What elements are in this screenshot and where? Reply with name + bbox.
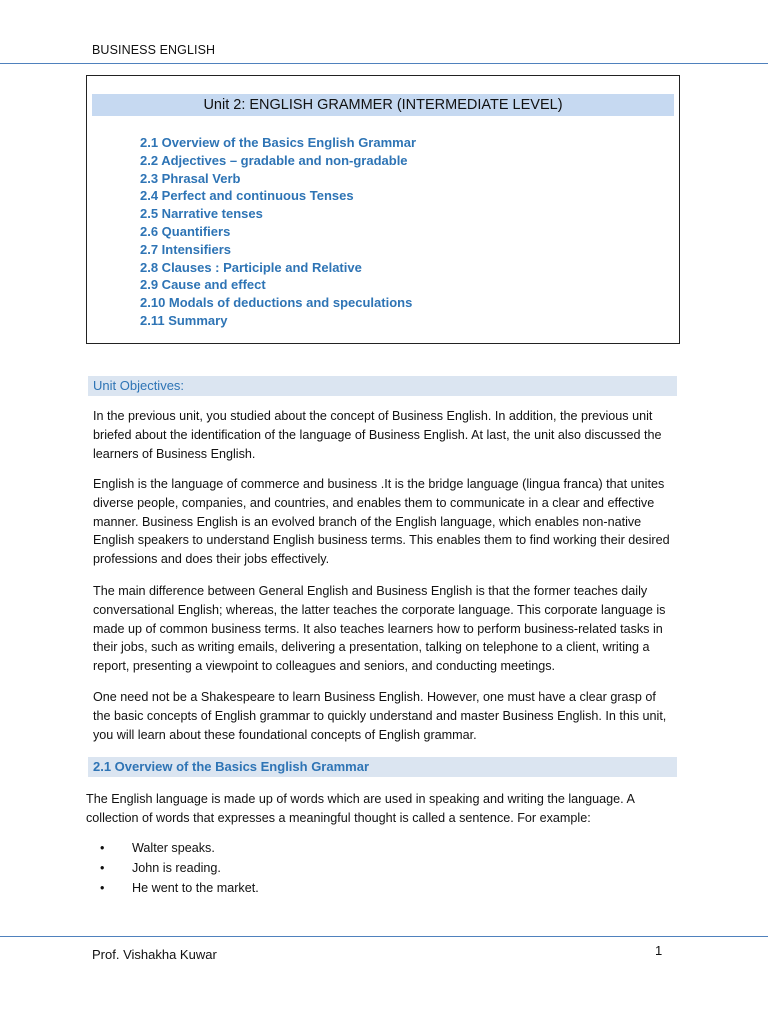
header-divider	[0, 63, 768, 64]
toc-item: 2.8 Clauses : Participle and Relative	[140, 259, 362, 275]
toc-item: 2.6 Quantifiers	[140, 223, 231, 239]
toc-list	[140, 134, 416, 330]
objectives-paragraph: The main difference between General English and Business English is that the former teaches daily conversational English; whereas, the latter teaches the corporate language. This corporate language is made up of common business terms. It also teaches learners how to perform business-related tasks in their jobs, such as writing emails, delivering a presentation, talking on telephone to a client, writing a report, presenting a viewpoint to colleagues and seniors, and conducting meetings.	[93, 584, 666, 674]
toc-item: 2.3 Phrasal Verb	[140, 170, 241, 186]
objectives-paragraph: One need not be a Shakespeare to learn Business English. However, one must have a clear grasp of the basic concepts of English grammar to quickly understand and master Business English. In this unit, you will learn about these foundational concepts of English grammar.	[93, 690, 667, 742]
objectives-paragraph: In the previous unit, you studied about the concept of Business English. In addition, the previous unit briefed about the identification of the language of Business English. At last, the unit also discussed the learners of Business English.	[93, 409, 662, 461]
table-of-contents	[86, 75, 680, 344]
list-item	[100, 858, 259, 878]
bullet-icon: •	[100, 881, 105, 895]
toc-item: 2.2 Adjectives – gradable and non-gradable	[140, 152, 408, 168]
toc-item: 2.11 Summary	[140, 312, 228, 328]
list-item	[100, 878, 259, 898]
unit-objectives-heading: Unit Objectives:	[88, 376, 677, 396]
toc-item: 2.10 Modals of deductions and speculations	[140, 295, 413, 311]
example-text: John is reading.	[132, 861, 221, 875]
example-text: Walter speaks.	[132, 841, 215, 855]
section-paragraph: The English language is made up of words which are used in speaking and writing the language. A collection of words that expresses a meaningful thought is called a sentence. For example:	[86, 792, 635, 825]
toc-item: 2.5 Narrative tenses	[140, 206, 263, 222]
bullet-icon: •	[100, 841, 105, 855]
section-heading-2-1: 2.1 Overview of the Basics English Grammar	[88, 757, 677, 777]
page-number: 1	[655, 943, 663, 958]
footer-author: Prof. Vishakha Kuwar	[92, 947, 217, 962]
example-list	[100, 838, 259, 898]
toc-item: 2.4 Perfect and continuous Tenses	[140, 188, 354, 204]
example-text: He went to the market.	[132, 881, 259, 895]
toc-item: 2.7 Intensifiers	[140, 241, 232, 257]
footer-divider	[0, 936, 768, 937]
header-title: BUSINESS ENGLISH	[92, 43, 216, 57]
bullet-icon: •	[100, 861, 105, 875]
objectives-paragraph: English is the language of commerce and business .It is the bridge language (lingua franca) that unites diverse people, companies, and countries, and enables them to communicate in a clear and effective manner. Business English is an evolved branch of the English language, which enables non-native English speakers to understand English business terms. This enables them to find working their desired professions and does their jobs effectively.	[93, 477, 670, 567]
list-item	[100, 838, 259, 858]
toc-item: 2.9 Cause and effect	[140, 277, 266, 293]
toc-item: 2.1 Overview of the Basics English Grammar	[140, 135, 417, 150]
unit-title: Unit 2: ENGLISH GRAMMER (INTERMEDIATE LEVEL)	[92, 94, 674, 116]
